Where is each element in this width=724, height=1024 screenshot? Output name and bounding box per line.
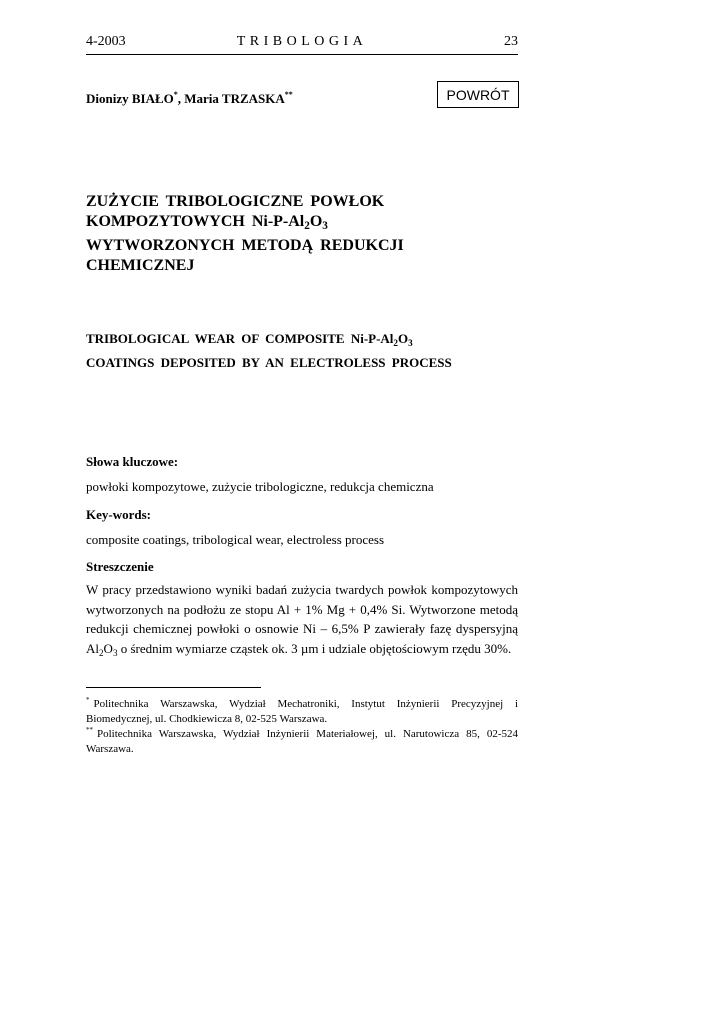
keywords-en-heading: Key-words: <box>86 507 151 522</box>
author-name: Maria TRZASKA <box>184 91 285 106</box>
issue-number: 4-2003 <box>86 34 126 49</box>
footnote <box>86 693 518 727</box>
title-line: CHEMICZNEJ <box>86 257 195 274</box>
footnote-mark: * <box>86 696 90 704</box>
author-separator: , <box>177 91 185 106</box>
footnote-text: Politechnika Warszawska, Wydział Mechatroniki, Instytut Inżynierii Precyzyjnej i Biomedycznej, ul. Chodkiewicza 8, 02-525 Warszawa. <box>86 698 518 725</box>
keywords-en-text: composite coatings, tribological wear, electroless process <box>86 532 385 547</box>
affiliation-mark: * <box>173 90 178 99</box>
running-header <box>86 34 518 55</box>
title-line: KOMPOZYTOWYCH $Ni-P-Al_2O_3$ <box>86 213 328 232</box>
title-line: ZUŻYCIE TRIBOLOGICZNE POWŁOK <box>86 193 385 210</box>
abstract-text: W pracy przedstawiono wyniki badań zużycia twardych powłok kompozytowych wytworzonych na podłożu ze stopu Al + 1% Mg + 0,4% Si. Wytworzone metodą redukcji chemicznej powłoki o osnowie Ni – 6,5% P zawierały fazę dyspersyjną $Al_2O_3$ o średnim wymiarze cząstek ok. 3 µm i udziale objętościowym rzędu 30%. <box>86 582 518 658</box>
title-line: TRIBOLOGICAL WEAR OF COMPOSITE $Ni-P-Al_2O_3$ <box>86 331 413 348</box>
footnote <box>86 723 518 757</box>
keywords-pl-text: powłoki kompozytowe, zużycie tribologiczne, redukcja chemiczna <box>86 479 434 494</box>
page-number: 23 <box>504 34 518 49</box>
title-polish <box>86 192 526 276</box>
keywords-pl-heading: Słowa kluczowe: <box>86 454 179 469</box>
footnote-mark: ** <box>86 726 93 734</box>
title-line: WYTWORZONYCH METODĄ REDUKCJI <box>86 237 404 254</box>
author-name: Dionizy BIAŁO <box>86 91 174 106</box>
footnote-text: Politechnika Warszawska, Wydział Inżynierii Materiałowej, ul. Narutowicza 85, 02-524 Warszawa. <box>86 728 518 755</box>
affiliation-mark: ** <box>284 90 293 99</box>
author-list <box>86 90 293 107</box>
title-line: COATINGS DEPOSITED BY AN ELECTROLESS PROCESS <box>86 355 452 370</box>
back-button[interactable]: POWRÓT <box>437 81 519 108</box>
abstract-heading: Streszczenie <box>86 559 154 574</box>
journal-name: TRIBOLOGIA <box>236 34 368 49</box>
title-english <box>86 329 526 372</box>
footnote-separator <box>86 687 261 688</box>
